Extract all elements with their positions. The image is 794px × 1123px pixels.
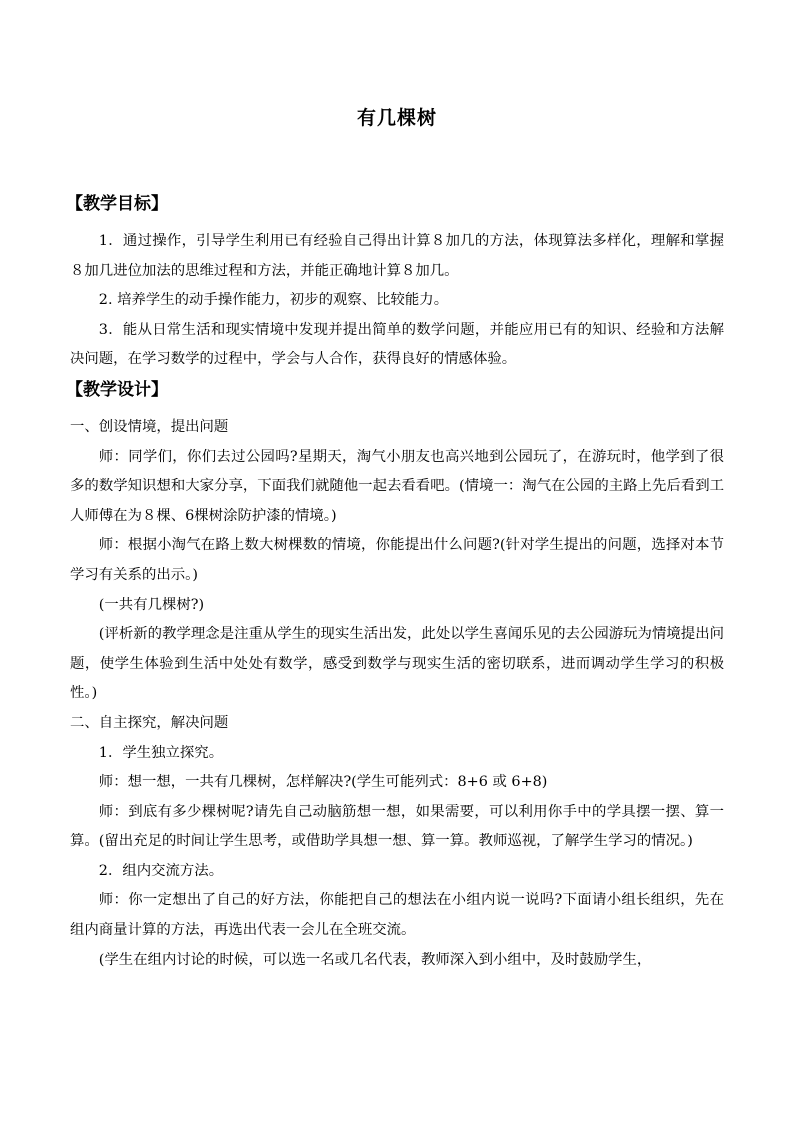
paragraph: 师：根据小淘气在路上数大树棵数的情境，你能提出什么问题?(针对学生提出的问题，选择对本节学习有关系的出示。) — [70, 537, 724, 583]
section-heading-2: 二、自主探究，解决问题 — [70, 714, 229, 731]
paragraph: 师：到底有多少棵树呢?请先自己动脑筋想一想，如果需要，可以利用你手中的学具摆一摆、算一算。(留出充足的时间让学生思考，或借助学具想一想、算一算。教师巡视，了解学生学习的情况。) — [70, 803, 724, 850]
goal-item: 2. 培养学生的动手操作能力，初步的观察、比较能力。 — [98, 292, 449, 309]
paragraph: 师：同学们，你们去过公园吗?星期天，淘气小朋友也高兴地到公园玩了，在游玩时，他学到了很多的数学知识想和大家分享，下面我们就随他一起去看看吧。(情境一：淘气在公园的主路上先后看到工人师傅在为８棵、6棵树涂防护漆的情境。) — [70, 448, 724, 524]
paragraph: (学生在组内讨论的时候，可以选一名或几名代表，教师深入到小组中，及时鼓励学生， — [98, 951, 652, 968]
paragraph: 师：你一定想出了自己的好方法，你能把自己的想法在小组内说一说吗?下面请小组长组织，先在组内商量计算的方法，再选出代表一会儿在全班交流。 — [70, 892, 724, 939]
paragraph: 2．组内交流方法。 — [98, 862, 224, 879]
heading-teaching-goals: 【教学目标】 — [66, 194, 168, 214]
paragraph: (评析新的教学理念是注重从学生的现实生活出发，此处以学生喜闻乐见的去公园游玩为情境提出问题，使学生体验到生活中处处有数学，感受到数学与现实生活的密切联系，进而调动学生学习的积极性。) — [70, 626, 724, 702]
heading-teaching-design: 【教学设计】 — [66, 379, 168, 400]
goals-list — [70, 227, 724, 375]
page-title: 有几棵树 — [356, 107, 437, 129]
section-heading-1: 一、创设情境，提出问题 — [70, 418, 229, 435]
goal-item: 3．能从日常生活和现实情境中发现并提出简单的数学问题，并能应用已有的知识、经验和方法解决问题，在学习数学的过程中，学会与人合作，获得良好的情感体验。 — [70, 321, 724, 368]
paragraph: 师：想一想，一共有几棵树，怎样解决?(学生可能列式：8+6 或 6+8) — [98, 774, 548, 791]
paragraph: 1．学生独立探究。 — [98, 744, 224, 761]
paragraph: (一共有几棵树?) — [98, 596, 205, 613]
goal-item: 1．通过操作，引导学生利用已有经验自己得出计算８加几的方法，体现算法多样化，理解和掌握８加几进位加法的思维过程和方法，并能正确地计算８加几。 — [70, 233, 724, 279]
document-body — [66, 189, 724, 975]
